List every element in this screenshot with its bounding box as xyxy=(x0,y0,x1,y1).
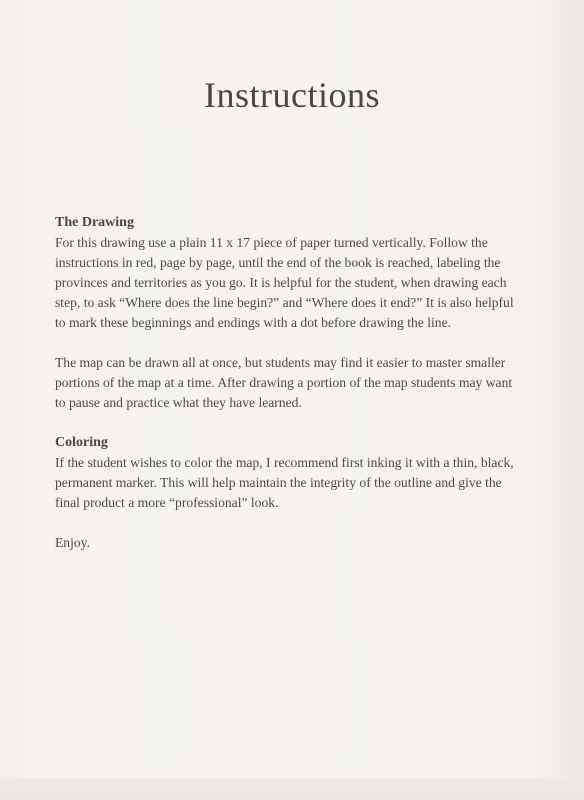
paragraph: The map can be drawn all at once, but students may find it easier to master smaller portions of the map at a time. After drawing a portion of the map students may want to pause and practice what they have learned. xyxy=(55,355,513,410)
page-title: Instructions xyxy=(204,75,380,115)
paragraph: If the student wishes to color the map, I recommend first inking it with a thin, black, permanent marker. This will help maintain the integrity of the outline and give the final product a more “professional” look. xyxy=(55,455,514,510)
section-heading: The Drawing xyxy=(55,215,134,230)
section-heading: Coloring xyxy=(55,435,108,450)
closing-text: Enjoy. xyxy=(55,535,90,550)
instructions-body xyxy=(55,213,525,573)
section-the-drawing xyxy=(55,213,525,413)
page-bottom-edge xyxy=(0,778,584,800)
section-coloring xyxy=(55,433,525,553)
paragraph: For this drawing use a plain 11 x 17 piece of paper turned vertically. Follow the instructions in red, page by page, until the end of the book is reached, labeling the provinces and territories as you go. It is helpful for the student, when drawing each step, to ask “Where does the line begin?” and “Where does it end?” It is also helpful to mark these beginnings and endings with a dot before drawing the line. xyxy=(55,235,514,330)
